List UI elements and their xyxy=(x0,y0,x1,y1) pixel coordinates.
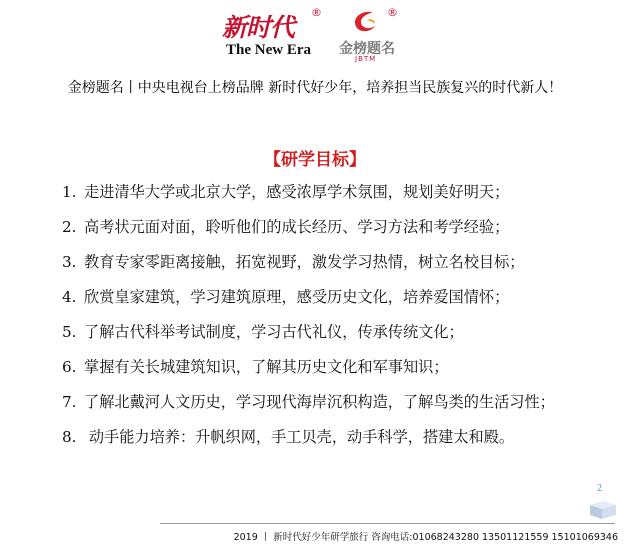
list-item xyxy=(62,355,555,390)
slogan: 金榜题名丨中央电视台上榜品牌 新时代好少年，培养担当民族复兴的时代新人！ xyxy=(67,80,563,96)
goal-text: 掌握有关长城建筑知识，了解其历史文化和军事知识； xyxy=(84,358,449,376)
page-number: 2 xyxy=(597,483,602,494)
list-item xyxy=(62,390,555,425)
swirl-logo-icon xyxy=(345,8,385,38)
goal-text: 了解北戴河人文历史，学习现代海岸沉积构造，了解鸟类的生活习性； xyxy=(84,393,555,411)
footer-divider xyxy=(160,523,615,524)
jbtm-logo xyxy=(333,8,413,64)
goal-text: 欣赏皇家建筑，学习建筑原理，感受历史文化，培养爱国情怀； xyxy=(84,288,510,306)
footer-text: 2019 丨 新时代好少年研学旅行 咨询电话:01068243280 13501121559 15101069346 xyxy=(233,532,618,543)
registered-mark-2: ® xyxy=(387,6,398,19)
logo-left-chinese: 新时代 xyxy=(222,13,295,42)
goal-number: 1. xyxy=(62,183,77,201)
goal-number: 4. xyxy=(62,288,77,306)
logo-right-sub: JBTM xyxy=(355,55,377,63)
goal-number: 2. xyxy=(62,218,77,236)
list-item xyxy=(62,215,555,250)
goal-number: 7. xyxy=(62,393,77,411)
goals-list xyxy=(62,180,555,460)
list-item xyxy=(62,320,555,355)
logo-right-name: 金榜题名 xyxy=(339,41,395,57)
goal-text: 走进清华大学或北京大学，感受浓厚学术氛围，规划美好明天； xyxy=(84,183,510,201)
goal-text: 教育专家零距离接触，拓宽视野，激发学习热情，树立名校目标； xyxy=(84,253,525,271)
section-title: 【研学目标】 xyxy=(264,150,366,170)
list-item xyxy=(62,250,555,285)
goal-number: 8. xyxy=(62,428,77,446)
goal-text: 了解古代科举考试制度，学习古代礼仪，传承传统文化； xyxy=(84,323,464,341)
logo-left-english: The New Era xyxy=(226,42,311,58)
list-item xyxy=(62,180,555,215)
cube-decoration-icon xyxy=(586,497,620,521)
registered-mark: ® xyxy=(311,6,322,19)
goal-number: 5. xyxy=(62,323,77,341)
list-item xyxy=(62,285,555,320)
goal-number: 3. xyxy=(62,253,77,271)
goal-text: 高考状元面对面，聆听他们的成长经历、学习方法和考学经验； xyxy=(84,218,510,236)
goal-text: 动手能力培养：升帆织网，手工贝壳，动手科学，搭建太和殿。 xyxy=(84,428,515,446)
goal-number: 6. xyxy=(62,358,77,376)
list-item xyxy=(62,425,555,460)
new-era-logo xyxy=(222,6,327,64)
